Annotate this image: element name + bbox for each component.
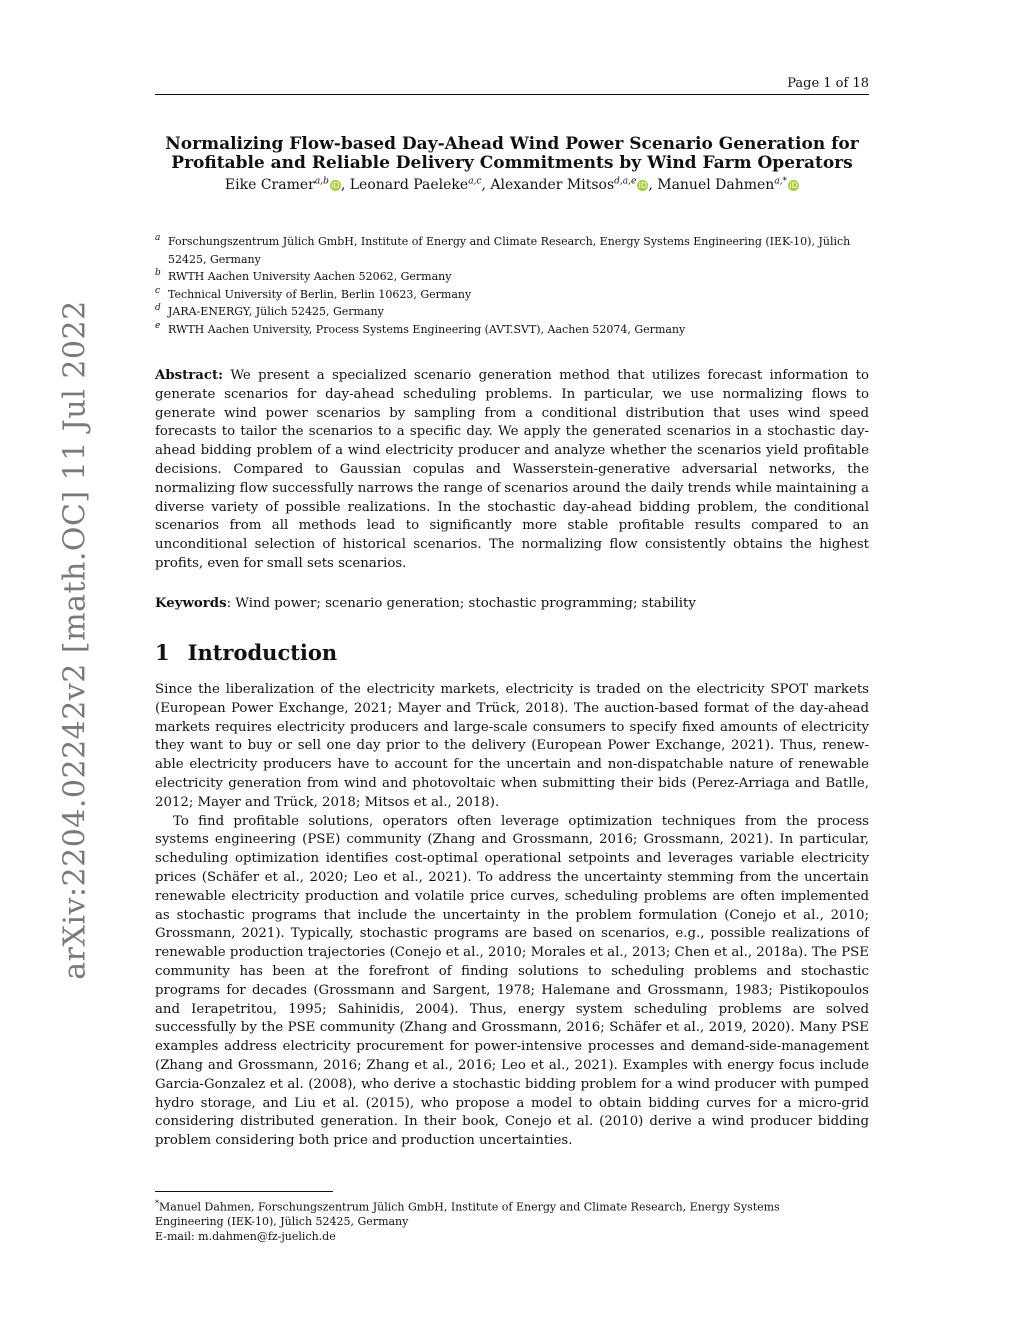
abstract-label: Abstract: (155, 368, 224, 383)
orcid-icon[interactable]: iD (789, 180, 798, 190)
affiliation-item: d JARA-ENERGY, Jülich 52425, Germany (155, 303, 384, 318)
paragraph: Since the liberalization of the electricity markets, electricity is traded on the electricity SPOT markets (European Power Exchange, 2021; Mayer and Trück, 2018). The auction-based format of the day-ahead markets requires electricity producers and large-scale consumers to specify fixed amounts of electricity they want to buy or sell one day prior to the delivery (European Power Exchange, 2021). Thus, renew-able electricity producers have to account for the uncertain and non-dispatchable nature of renewable electricity generation from wind and photovoltaic when submitting their bids (Perez-Arriaga and Batlle, 2012; Mayer and Trück, 2018; Mitsos et al., 2018). (155, 682, 869, 810)
affiliation-list (155, 233, 869, 338)
affiliation-item: c Technical University of Berlin, Berlin 10623, Germany (155, 285, 472, 301)
orcid-icon[interactable]: iD (331, 180, 340, 190)
affiliation-item: e RWTH Aachen University, Process Systems Engineering (AVT.SVT), Aachen 52074, Germany (155, 320, 686, 336)
footnote (155, 1197, 869, 1244)
section-heading (155, 640, 337, 665)
footnote-line-2: Engineering (IEK-10), Jülich 52425, Germany (155, 1215, 409, 1229)
author-2: Leonard Paeleke$^{a,c}$, (349, 176, 491, 193)
affiliation-item: b RWTH Aachen University Aachen 52062, Germany (155, 268, 452, 283)
paper-title (155, 135, 869, 173)
keywords (155, 596, 869, 611)
paragraph: To find profitable solutions, operators often leverage optimization techniques from the process systems engineering (PSE) community (Zhang and Grossmann, 2016; Grossmann, 2021). In particular, scheduling optimization identifies cost-optimal operational setpoints and leverages variable electricity prices (Schäfer et al., 2020; Leo et al., 2021). To address the uncertainty stemming from the uncertain renewable electricity production and volatile price curves, scheduling problems are often implemented as stochastic programs that include the uncertainty in the problem formulation (Conejo et al., 2010; Grossmann, 2021). Typically, stochastic programs are based on scenarios, e.g., possible realizations of renewable production trajectories (Conejo et al., 2010; Morales et al., 2013; Chen et al., 2018a). The PSE community has been at the forefront of finding solutions to scheduling problems and stochastic programs for decades (Grossmann and Sargent, 1978; Halemane and Grossmann, 1983; Pistikopoulos and Ierapetritou, 1995; Sahinidis, 2004). Thus, energy system scheduling problems are solved successfully by the PSE community (Zhang and Grossmann, 2016; Schäfer et al., 2019, 2020). Many PSE examples address electricity procurement for power-intensive processes and demand-side-management (Zhang and Grossmann, 2016; Zhang et al., 2016; Leo et al., 2021). Examples with energy focus include Garcia-Gonzalez et al. (2008), who derive a stochastic bidding problem for a wind producer with pumped hydro storage, and Liu et al. (2015), who propose a model to obtain bidding curves for a micro-grid considering distributed generation. In their book, Conejo et al. (2010) derive a wind producer bidding problem considering both price and production uncertainties. (155, 813, 869, 1149)
header-rule (155, 94, 869, 95)
footnote-rule (155, 1191, 333, 1192)
body-text (155, 681, 869, 1151)
footnote-line-1: *Manuel Dahmen, Forschungszentrum Jülich GmbH, Institute of Energy and Climate Research, Energy Systems (155, 1199, 780, 1214)
affiliation-item: a Forschungszentrum Jülich GmbH, Institute of Energy and Climate Research, Energy Systems Engineering (IEK-10), Jülich 52425, Germany (155, 233, 851, 266)
keywords-label: Keywords (155, 596, 227, 611)
page-number-label: Page 1 of 18 (787, 76, 869, 91)
title-line-2: Profitable and Reliable Delivery Commitments by Wind Farm Operators (171, 153, 853, 173)
abstract-text: We present a specialized scenario generation method that utilizes forecast information to generate scenarios for day-ahead scheduling problems. In particular, we use normalizing flows to generate wind power scenarios by sampling from a conditional distribution that uses wind speed forecasts to tailor the scenarios to a specific day. We apply the generated scenarios in a stochastic day-ahead bidding problem of a wind electricity producer and analyze whether the scenarios yield profitable decisions. Compared to Gaussian copulas and Wasserstein-generative adversarial networks, the normalizing flow successfully narrows the range of scenarios around the daily trends while maintaining a diverse variety of possible realizations. In the stochastic day-ahead bidding problem, the conditional scenarios from all methods lead to significantly more stable profitable results compared to an unconditional selection of historical scenarios. The normalizing flow consistently obtains the highest profits, even for small sets scenarios. (155, 368, 869, 571)
author-4: Manuel Dahmen$^{a,*}$ iD (657, 176, 798, 193)
author-3: Alexander Mitsos$^{d,a,e}$ iD, (490, 176, 658, 193)
title-line-1: Normalizing Flow-based Day-Ahead Wind Power Scenario Generation for (165, 134, 859, 154)
orcid-icon[interactable]: iD (638, 180, 648, 190)
section-number: 1 (155, 640, 170, 665)
arxiv-identifier-stamp: arXiv:2204.02242v2 [math.OC] 11 Jul 2022 (57, 300, 93, 980)
keywords-text: : Wind power; scenario generation; stochastic programming; stability (226, 596, 696, 611)
author-1: Eike Cramer$^{a,b}$ iD, (224, 176, 350, 193)
section-title: Introduction (187, 640, 338, 665)
footnote-email[interactable]: E-mail: m.dahmen@fz-juelich.de (155, 1229, 336, 1243)
abstract (155, 367, 869, 574)
author-list (155, 172, 869, 194)
